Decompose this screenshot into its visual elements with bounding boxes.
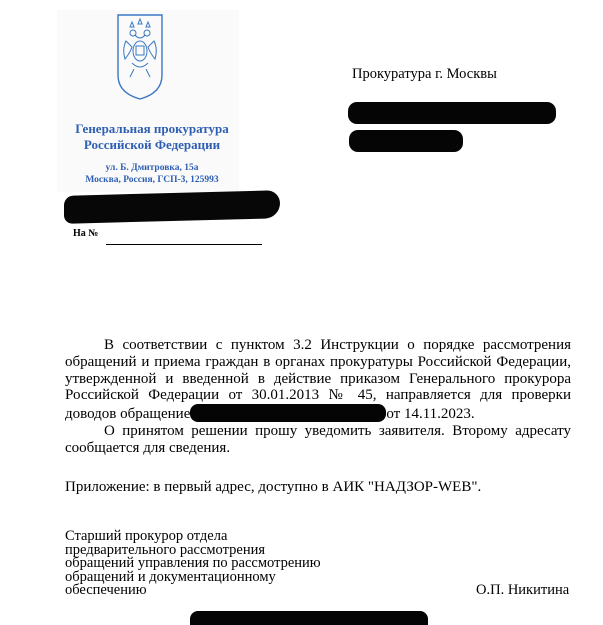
body-paragraph-2: О принятом решении прошу уведомить заявителя. Второму адресату сообщается для сведения. <box>65 422 571 456</box>
signer-position-line: предварительного рассмотрения <box>65 541 266 558</box>
body-paragraph-1 <box>65 337 571 423</box>
org-name-line1: Генеральная прокуратура <box>75 121 229 136</box>
address-line2: Москва, Россия, ГСП-3, 125993 <box>85 175 219 185</box>
reference-line <box>106 244 262 245</box>
letter-body <box>65 337 571 457</box>
address-line1: ул. Б. Дмитровка, 15а <box>105 163 199 173</box>
signer-position-line: обеспечению <box>65 582 147 598</box>
organization-address <box>62 162 242 186</box>
redacted-recipient-line2 <box>349 130 463 152</box>
signer-position-line: обращений и документационному <box>65 568 276 585</box>
signer-position <box>65 530 355 598</box>
recipient-title: Прокуратура г. Москвы <box>352 66 497 82</box>
emblem-icon <box>116 13 164 101</box>
redacted-footer <box>190 611 428 625</box>
signer-position-line: обращений управления по рассмотрению <box>65 555 321 571</box>
paragraph1-text: В соответствии с пунктом 3.2 Инструкции о порядке рассмотрения обращений и приема граждан в органах прокуратуры Российской Федерации, утвержденной и введенной в действие приказом Генерального прокурора Российской Федерации от 30.01.2013 № 45, направляется для проверки доводов обращение <box>65 337 571 423</box>
org-name-line2: Российской Федерации <box>83 137 221 152</box>
attachment-note: Приложение: в первый адрес, доступно в АИК "НАДЗОР-WEB". <box>65 479 482 495</box>
signer-name: О.П. Никитина <box>476 582 570 598</box>
paragraph1-date: от 14.11.2023. <box>386 406 475 423</box>
redacted-applicant-name <box>190 404 386 422</box>
redacted-recipient-line1 <box>348 102 556 124</box>
reference-label: На № <box>73 228 99 239</box>
redacted-outgoing-number <box>64 190 280 224</box>
organization-name <box>62 121 242 153</box>
signer-position-line: Старший прокурор отдела <box>65 528 228 544</box>
